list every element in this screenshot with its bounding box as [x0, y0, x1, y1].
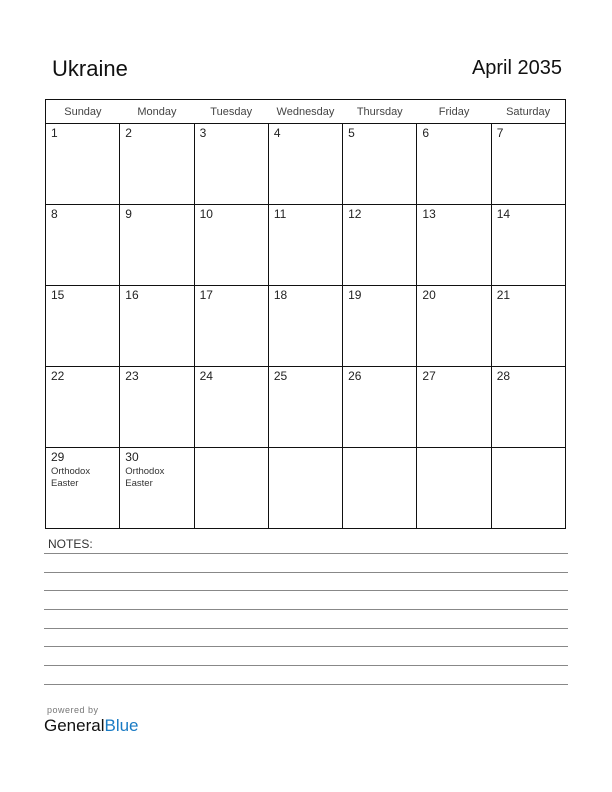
day-cell: [46, 286, 120, 367]
day-number: 20: [422, 288, 436, 302]
day-cell: [120, 124, 194, 205]
day-cell: [46, 205, 120, 286]
day-number: 14: [496, 207, 511, 221]
day-cell: [343, 205, 417, 286]
note-line: [44, 628, 568, 629]
day-number: 15: [51, 288, 65, 302]
note-line: [44, 572, 568, 573]
week-row: [46, 286, 566, 367]
day-cell: [268, 367, 342, 448]
day-cell: [268, 286, 342, 367]
day-number: 2: [125, 126, 132, 140]
day-cell: [120, 286, 194, 367]
day-number: 28: [496, 369, 511, 383]
day-number: 9: [125, 207, 132, 221]
week-row: [46, 205, 566, 286]
day-cell: [417, 367, 491, 448]
day-cell: [417, 124, 491, 205]
day-number: 19: [348, 288, 362, 302]
note-line: [44, 684, 568, 685]
note-line: [44, 665, 568, 666]
day-number: 23: [125, 369, 139, 383]
week-row: [46, 124, 566, 205]
weekday-wednesday: Wednesday: [268, 100, 342, 124]
day-cell: [417, 448, 491, 529]
weekday-monday: Monday: [120, 100, 194, 124]
brand-blue: Blue: [104, 716, 139, 735]
day-number: 18: [273, 288, 288, 302]
weekday-friday: Friday: [417, 100, 491, 124]
month-year-title: April 2035: [471, 57, 562, 79]
day-number: 10: [199, 207, 213, 221]
holiday-event: Orthodox Easter: [125, 466, 165, 489]
day-cell: [120, 367, 194, 448]
day-cell: [417, 205, 491, 286]
note-line: [44, 553, 568, 554]
weekday-thursday: Thursday: [343, 100, 417, 124]
day-number: 24: [199, 369, 213, 383]
day-number: 26: [348, 369, 362, 383]
day-cell: [46, 367, 120, 448]
day-cell: [194, 124, 268, 205]
day-number: 3: [199, 126, 207, 140]
day-number: 5: [348, 126, 355, 140]
day-number: 21: [496, 288, 511, 302]
day-cell: [120, 448, 194, 529]
day-number: 17: [199, 288, 213, 302]
day-cell: [343, 124, 417, 205]
day-cell: [194, 367, 268, 448]
day-number: 8: [51, 207, 58, 221]
day-cell: [491, 124, 565, 205]
day-number: 25: [273, 369, 288, 383]
day-number: 29: [51, 450, 65, 464]
day-number: 22: [51, 369, 65, 383]
notes-label: NOTES:: [48, 537, 93, 551]
calendar-grid: [45, 99, 566, 529]
generalblue-logo: [44, 716, 139, 736]
brand-general: General: [44, 716, 105, 735]
note-line: [44, 646, 568, 647]
day-cell: [268, 448, 342, 529]
day-cell: [343, 367, 417, 448]
day-cell: [268, 205, 342, 286]
powered-by-text: powered by: [47, 705, 99, 715]
note-line: [44, 609, 568, 610]
day-number: 13: [422, 207, 436, 221]
day-number: 30: [125, 450, 139, 464]
week-row: [46, 448, 566, 529]
day-cell: [120, 205, 194, 286]
day-cell: [491, 367, 565, 448]
day-cell: [194, 286, 268, 367]
day-number: 7: [496, 126, 504, 140]
day-cell: [194, 448, 268, 529]
weekday-saturday: Saturday: [491, 100, 565, 124]
weekday-sunday: Sunday: [46, 100, 120, 124]
day-cell: [46, 448, 120, 529]
day-number: 16: [125, 288, 139, 302]
holiday-event: Orthodox Easter: [51, 466, 91, 489]
day-cell: [268, 124, 342, 205]
day-number: 4: [273, 126, 281, 140]
day-cell: [491, 286, 565, 367]
day-number: 1: [51, 126, 58, 140]
weekday-tuesday: Tuesday: [194, 100, 268, 124]
day-number: 6: [422, 126, 430, 140]
week-row: [46, 367, 566, 448]
day-cell: [343, 286, 417, 367]
weekday-header-row: [46, 100, 566, 124]
day-number: 27: [422, 369, 436, 383]
day-cell: [491, 448, 565, 529]
day-number: 12: [348, 207, 362, 221]
day-cell: [46, 124, 120, 205]
day-number: 11: [273, 207, 287, 221]
day-cell: [491, 205, 565, 286]
country-title: Ukraine: [52, 56, 128, 81]
day-cell: [194, 205, 268, 286]
day-cell: [417, 286, 491, 367]
day-cell: [343, 448, 417, 529]
note-line: [44, 590, 568, 591]
